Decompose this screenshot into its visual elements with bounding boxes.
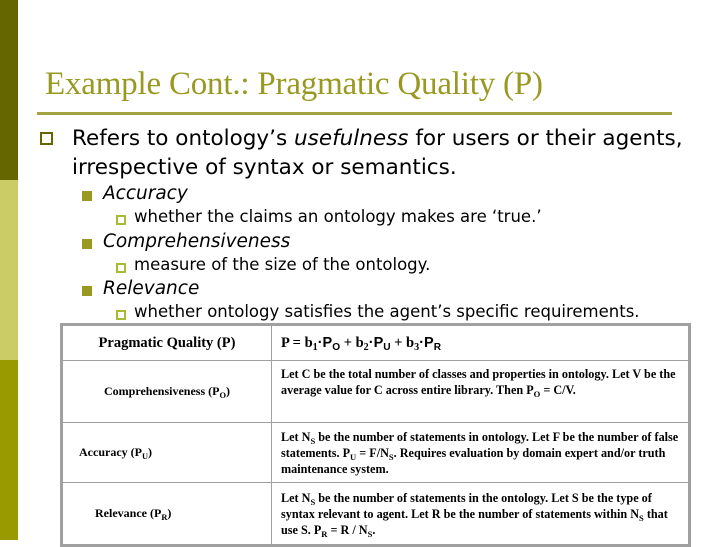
emphasis-usefulness: usefulness (294, 126, 409, 151)
row-definition: Let $N_S$ be the number of statements in ontology. Let F be the number of false statements. $P_U = F/N_S$. Requires evaluation by domain expert and/or truth maintenance system. (272, 423, 690, 483)
slide-title: Example Cont.: Pragmatic Quality (P) (45, 66, 543, 102)
table-row (62, 483, 690, 546)
criterion-name: Accuracy (103, 183, 188, 204)
pragmatic-quality-table (60, 323, 691, 547)
hollow-square-bullet-icon (116, 215, 126, 225)
sidebar-accent-middle (0, 180, 18, 360)
sidebar-accent-bottom (0, 360, 18, 540)
criterion-description: whether ontology satisfies the agent’s specific requirements. (134, 302, 640, 321)
hollow-square-bullet-icon (116, 310, 126, 320)
row-definition: Let $N_S$ be the number of statements in the ontology. Let S be the type of syntax relevant to agent. Let R be the number of statements within $N_S$ that use S. $P_R = R / N_S$. (272, 483, 690, 546)
filled-square-bullet-icon (82, 191, 92, 201)
table-header-row (62, 325, 690, 361)
table-row (62, 423, 690, 483)
row-label: Accuracy $(P_U)$ (62, 423, 272, 483)
table-row (62, 361, 690, 423)
main-bullet-text: Refers to ontology’s usefulness for users or their agents, irrespective of syntax or semantics. (72, 126, 683, 180)
criterion-description: measure of the size of the ontology. (134, 255, 431, 274)
title-underline (37, 112, 672, 115)
row-label: Relevance $(P_R)$ (62, 483, 272, 546)
header-label: Pragmatic Quality (P) (62, 325, 272, 361)
hollow-square-bullet-icon (116, 263, 126, 273)
row-label: Comprehensiveness $(P_O)$ (62, 361, 272, 423)
header-formula: $P = b_1\cdot P_O + b_2\cdot P_U + b_3\cdot P_R$ (272, 325, 690, 361)
filled-square-bullet-icon (82, 286, 92, 296)
hollow-square-bullet-icon (40, 132, 53, 145)
row-definition: Let C be the total number of classes and properties in ontology. Let V be the average value for C across entire library. Then $P_O = C/V$. (272, 361, 690, 423)
filled-square-bullet-icon (82, 239, 92, 249)
criterion-description: whether the claims an ontology makes are ‘true.’ (134, 207, 542, 226)
sidebar-accent-top (0, 0, 18, 180)
criterion-name: Comprehensiveness (103, 231, 291, 252)
criterion-name: Relevance (103, 278, 200, 299)
